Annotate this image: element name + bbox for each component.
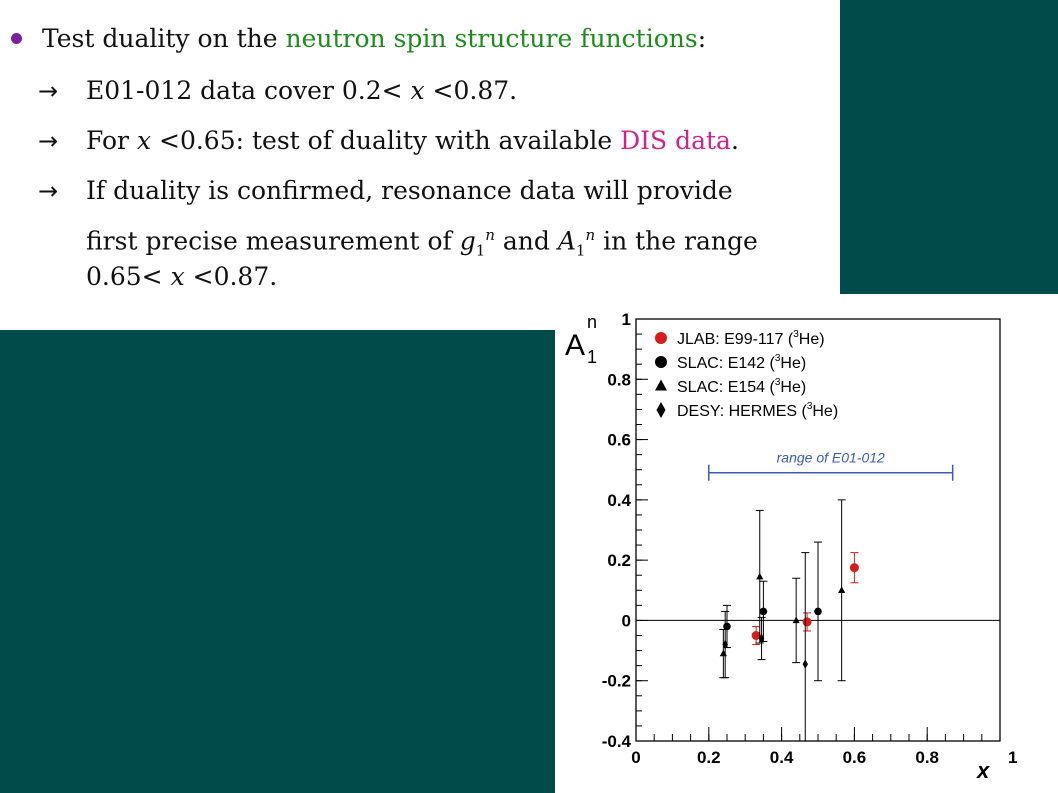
y-axis-label-sub: 1	[587, 347, 598, 367]
sub-bullet-3-range-b: <0.87.	[184, 262, 278, 291]
highlight-neutron-spin: neutron spin structure functions	[285, 24, 698, 53]
bullet-list	[0, 0, 840, 300]
sub-bullet-3-var-x: x	[170, 262, 185, 291]
sub-bullet-3-line-1: If duality is confirmed, resonance data will provide	[86, 176, 733, 205]
sub-bullet-3-text-b: in the range	[595, 226, 758, 256]
y-axis-label-sup: n	[587, 312, 598, 332]
sub-bullet-3-range-a: 0.65<	[86, 262, 171, 291]
sub-bullet-3-line-3	[86, 262, 277, 292]
y-tick-label: 0.8	[607, 370, 631, 390]
sub-bullet-3-line-2	[86, 220, 758, 265]
y-tick-label: -0.2	[601, 671, 631, 691]
legend-marker	[655, 332, 667, 344]
x-tick-label: 0.6	[842, 748, 867, 767]
highlight-dis-data: DIS data	[620, 126, 731, 155]
x-tick-label: 0.2	[696, 748, 721, 767]
symbol-a: A	[557, 226, 576, 256]
y-tick-label: 0.4	[607, 490, 631, 510]
sub-bullet-2-text-a: For	[86, 126, 137, 155]
symbol-a-sup: n	[585, 226, 596, 244]
a1n-chart	[555, 300, 1058, 793]
symbol-g-sub: 1	[475, 241, 486, 260]
legend-marker	[655, 356, 667, 368]
legend-label: JLAB: E99-117 ($^3$He)	[677, 329, 825, 348]
y-tick-label: 0.6	[607, 430, 631, 450]
data-point	[814, 608, 822, 616]
symbol-a-sub: 1	[575, 241, 586, 260]
sub-bullet-2-text-b: <0.65: test of duality with available	[151, 126, 621, 155]
teal-panel-bottom-left	[0, 330, 555, 793]
legend-label: DESY: HERMES ($^3$He)	[677, 401, 839, 420]
y-tick-label: 0.2	[607, 551, 631, 571]
symbol-g-sup: n	[485, 226, 495, 244]
x-tick-label: 0.8	[915, 748, 940, 767]
x-tick-label: 0	[631, 748, 641, 767]
sub-bullet-3-and: and	[494, 226, 558, 256]
sub-bullet-1-var-x: x	[410, 76, 425, 105]
y-axis-label	[565, 312, 597, 367]
arrow-right-icon: →	[38, 127, 59, 155]
sub-bullet-2	[86, 126, 739, 156]
bullet-main-colon: :	[697, 24, 707, 53]
legend-label: SLAC: E142 ($^3$He)	[677, 353, 807, 372]
sub-bullet-1-text-b: <0.87.	[424, 76, 518, 105]
legend-label: SLAC: E154 ($^3$He)	[677, 377, 807, 396]
bullet-main-text: Test duality on the	[42, 24, 286, 53]
bullet-main	[42, 24, 706, 54]
data-point	[850, 563, 859, 572]
sub-bullet-3-text-a: first precise measurement of	[86, 226, 460, 256]
arrow-right-icon: →	[38, 77, 59, 105]
x-tick-label: 1	[1008, 748, 1018, 767]
bullet-dot-icon	[11, 33, 22, 44]
sub-bullet-2-period: .	[730, 126, 739, 155]
data-point	[803, 617, 812, 626]
teal-panel-top-right	[840, 0, 1058, 294]
x-axis-label: x	[977, 758, 990, 783]
x-tick-label: 0.4	[769, 748, 794, 767]
symbol-g: g	[459, 226, 476, 256]
y-tick-label: 0	[621, 611, 631, 631]
data-point	[760, 608, 768, 616]
sub-bullet-1	[86, 76, 517, 106]
arrow-right-icon: →	[38, 177, 59, 205]
y-tick-label: -0.4	[601, 732, 631, 751]
y-tick-label: 1	[621, 310, 631, 329]
sub-bullet-1-text-a: E01-012 data cover 0.2<	[86, 76, 411, 105]
y-axis-label-main: A	[565, 329, 586, 362]
range-label: range of E01-012	[776, 449, 885, 466]
sub-bullet-2-var-x: x	[136, 126, 152, 155]
